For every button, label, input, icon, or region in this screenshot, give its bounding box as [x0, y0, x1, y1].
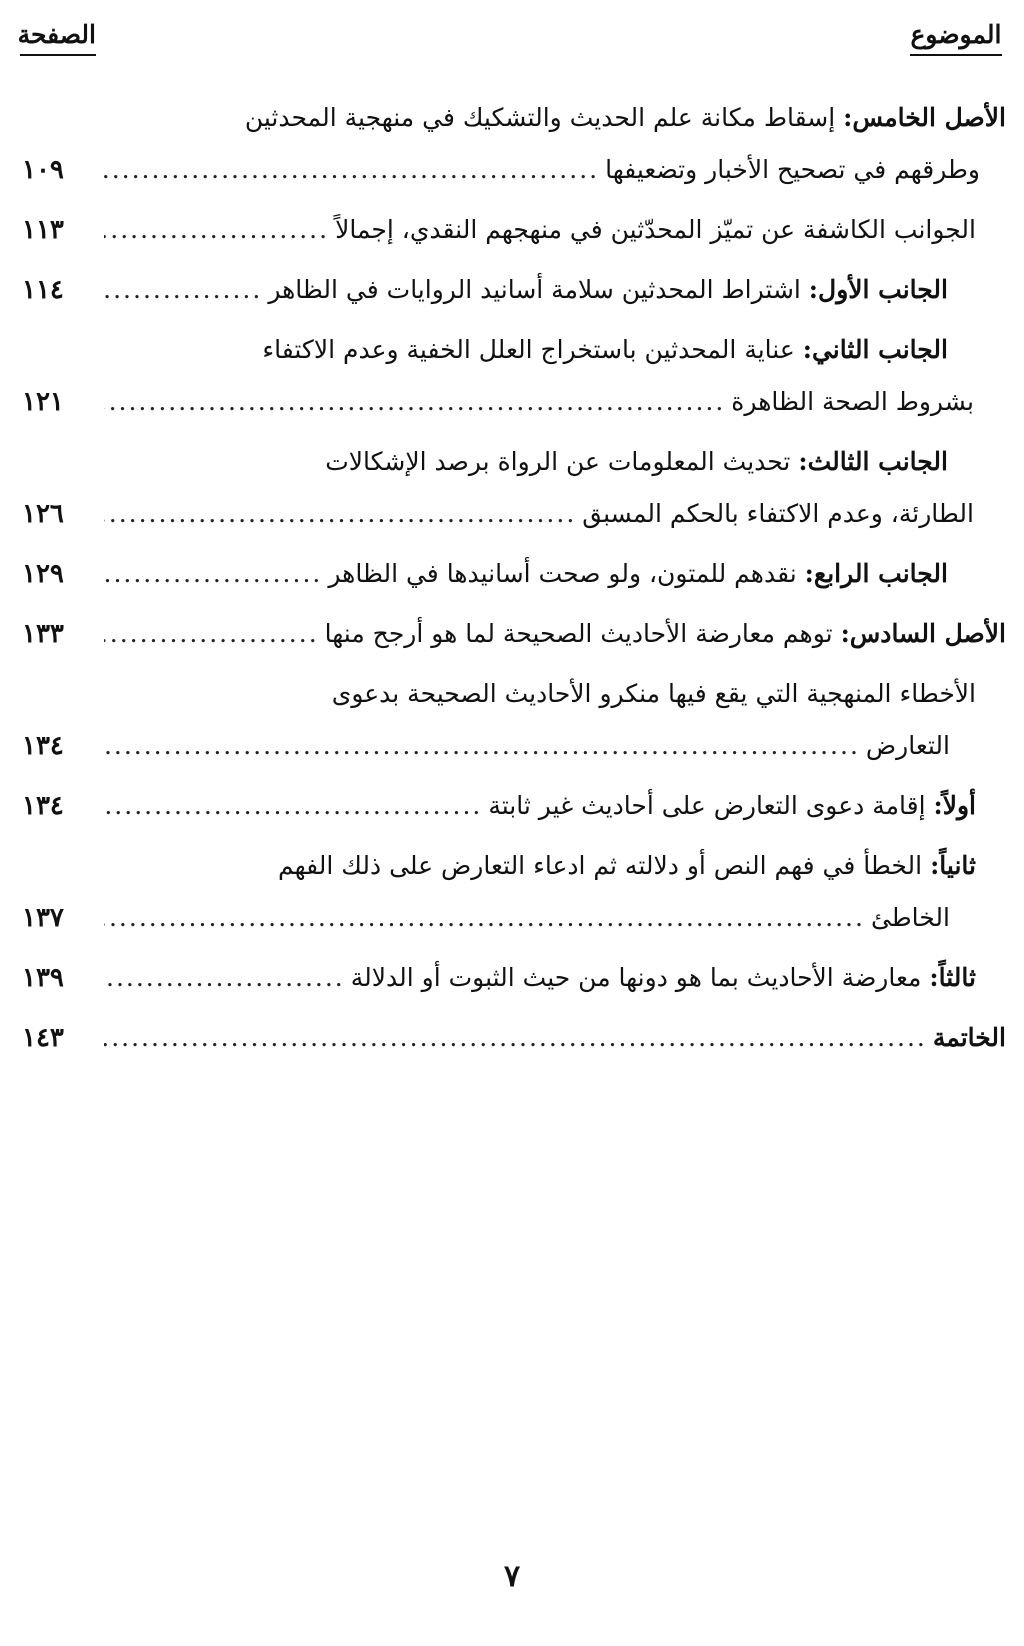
toc-entry-text-continued: وطرقهم في تصحيح الأخبار وتضعيفها — [605, 155, 980, 184]
page-footer-number: ٧ — [503, 1559, 521, 1594]
toc-entry-title: نقدهم للمتون، ولو صحت أسانيدها في الظاهر — [328, 559, 797, 588]
toc-entry-line — [22, 1012, 1006, 1064]
topic-header-label: الموضوع — [910, 20, 1002, 49]
toc-entry — [22, 608, 1006, 660]
toc-entry-label: الأصل السادس: — [840, 619, 1006, 648]
toc-entry-label: الجانب الثالث: — [798, 447, 948, 476]
toc-entry-title: إقامة دعوى التعارض على أحاديث غير ثابتة — [488, 791, 926, 820]
toc-entry — [22, 92, 1006, 196]
page-number: ١٢٩ — [22, 559, 64, 589]
dot-leader — [104, 264, 262, 316]
page-number: ١٢١ — [22, 387, 64, 417]
page-number: ١١٣ — [22, 215, 64, 245]
toc-entry-title: معارضة الأحاديث بما هو دونها من حيث الثبوت أو الدلالة — [350, 963, 922, 992]
toc-entry-text-continued: الخاطئ — [870, 903, 950, 932]
toc-entry-line — [22, 780, 976, 832]
toc-entry-label: الجانب الأول: — [808, 275, 948, 304]
toc-entry-first-line — [22, 668, 976, 720]
page-column-header — [17, 18, 96, 56]
toc-entry-first-line — [22, 436, 948, 488]
dot-leader — [104, 488, 576, 540]
toc-entry-text: الأخطاء المنهجية التي يقع فيها منكرو الأحاديث الصحيحة بدعوى — [331, 679, 976, 708]
toc-entry — [22, 204, 1006, 256]
toc-entry-last-line — [22, 488, 974, 540]
page-number: ١٣٤ — [22, 791, 64, 821]
dot-leader — [104, 376, 725, 428]
toc-entry-title: اشتراط المحدثين سلامة أسانيد الروايات في الظاهر — [268, 275, 801, 304]
toc-entry-label: الجانب الرابع: — [804, 559, 948, 588]
toc-entry-line — [22, 204, 976, 256]
page-header-underline — [20, 54, 96, 56]
toc-entry-last-line — [22, 376, 974, 428]
dot-leader — [104, 892, 865, 944]
dot-leader — [104, 780, 482, 832]
toc-entry — [22, 548, 1006, 600]
toc-entry-first-line — [22, 92, 1006, 144]
toc-entry-text — [268, 264, 948, 316]
topic-header-underline — [910, 54, 1002, 56]
toc-entry-text-continued: التعارض — [865, 731, 950, 760]
dot-leader — [104, 204, 329, 256]
toc-entry-label: الجانب الثاني: — [802, 335, 948, 364]
toc-entry-label: الأصل الخامس: — [843, 103, 1006, 132]
toc-entry-text: عناية المحدثين باستخراج العلل الخفية وعدم الاكتفاء — [262, 335, 795, 364]
page-number: ١٣٤ — [22, 731, 64, 761]
page-number: ١٣٧ — [22, 903, 64, 933]
toc-entry-last-line — [22, 720, 976, 772]
toc-entry-line — [22, 608, 1006, 660]
toc-entry-label: ثانياً: — [930, 851, 976, 880]
page-number: ١١٤ — [22, 275, 64, 305]
page-number: ١٣٣ — [22, 619, 64, 649]
toc-entry — [22, 952, 1006, 1004]
topic-column-header — [910, 18, 1002, 56]
toc-entry — [22, 780, 1006, 832]
dot-leader — [104, 548, 322, 600]
page-header-label: الصفحة — [17, 20, 96, 49]
page-number: ١٢٦ — [22, 499, 64, 529]
toc-entry-text: الخطأ في فهم النص أو دلالته ثم ادعاء التعارض على ذلك الفهم — [277, 851, 923, 880]
toc-entry — [22, 436, 1006, 540]
toc-entry-text — [351, 952, 976, 1004]
page-number: ١٣٩ — [22, 963, 64, 993]
toc-entry-text — [325, 608, 1006, 660]
page-number: ١٤٣ — [22, 1023, 64, 1053]
dot-leader — [104, 720, 860, 772]
toc-entry — [22, 264, 1006, 316]
toc-entry-text — [328, 548, 948, 600]
toc-entry-text — [488, 780, 976, 832]
toc-entry-last-line — [22, 144, 1006, 196]
table-of-contents — [22, 92, 1006, 1072]
dot-leader — [104, 608, 319, 660]
toc-entry-line — [22, 548, 948, 600]
toc-entry-text: تحديث المعلومات عن الرواة برصد الإشكالات — [325, 447, 791, 476]
dot-leader — [104, 1012, 927, 1064]
toc-entry-label: الخاتمة — [932, 1023, 1006, 1052]
toc-entry-text: إسقاط مكانة علم الحديث والتشكيك في منهجية المحدثين — [244, 103, 836, 132]
toc-entry-text-continued: بشروط الصحة الظاهرة — [731, 387, 974, 416]
toc-entry-first-line — [22, 840, 976, 892]
page-number: ١٠٩ — [22, 155, 64, 185]
toc-entry-last-line — [22, 892, 976, 944]
dot-leader — [104, 952, 345, 1004]
toc-entry — [22, 840, 1006, 944]
toc-entry-label: أولاً: — [933, 791, 976, 820]
dot-leader — [104, 144, 599, 196]
toc-entry-text-continued: الطارئة، وعدم الاكتفاء بالحكم المسبق — [582, 499, 974, 528]
toc-entry-text: الجوانب الكاشفة عن تميّز المحدّثين في منهجهم النقدي، إجمالاً — [335, 215, 976, 244]
toc-entry-label: ثالثاً: — [929, 963, 976, 992]
toc-entry-line — [22, 264, 948, 316]
toc-entry-first-line — [22, 324, 948, 376]
toc-entry — [22, 324, 1006, 428]
toc-entry-line — [22, 952, 976, 1004]
toc-entry — [22, 668, 1006, 772]
toc-entry-title: توهم معارضة الأحاديث الصحيحة لما هو أرجح منها — [324, 619, 833, 648]
toc-entry — [22, 1012, 1006, 1064]
